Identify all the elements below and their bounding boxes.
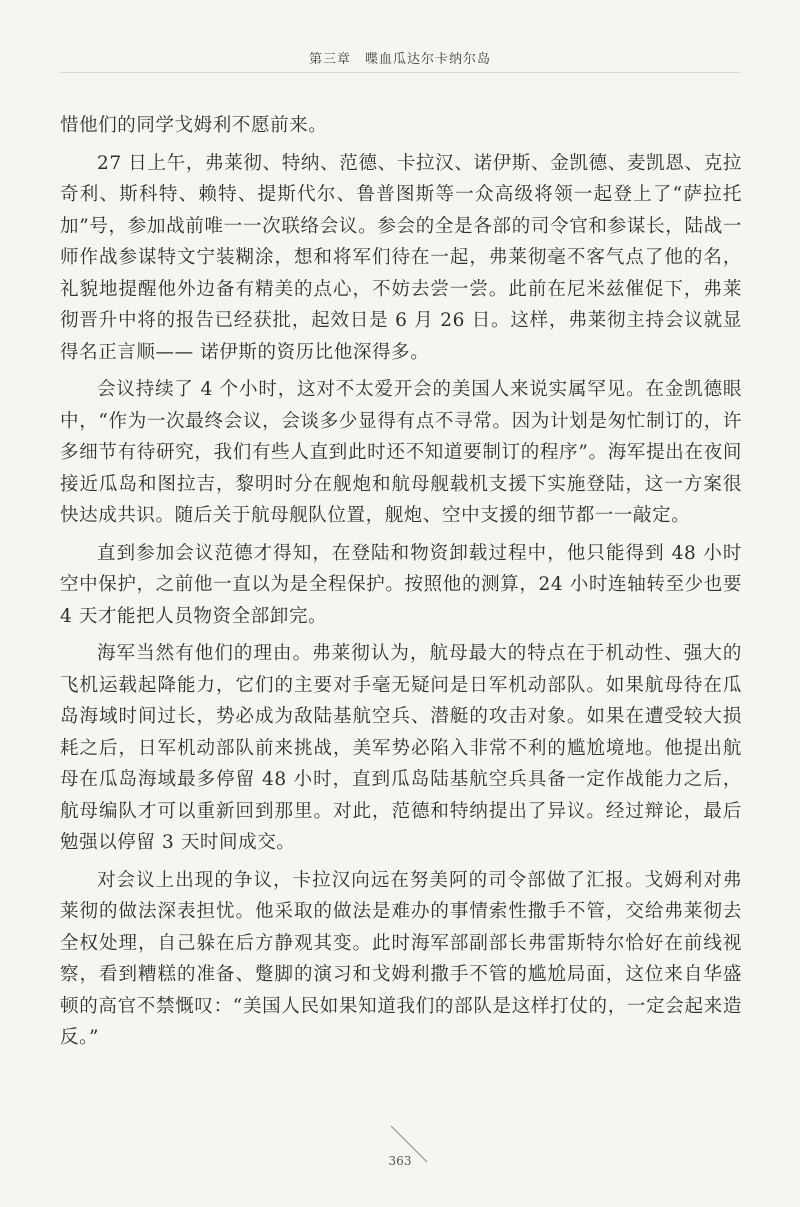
page-number: 363 [388,1154,412,1168]
paragraph: 27 日上午，弗莱彻、特纳、范德、卡拉汉、诺伊斯、金凯德、麦凯恩、克拉奇利、斯科特、赖特、提斯代尔、鲁普图斯等一众高级将领一起登上了“萨拉托加”号，参加战前唯一一次联络会议。参会的全是各部的司令官和参谋长，陆战一师作战参谋特文宁装糊涂，想和将军们待在一起，弗莱彻毫不客气点了他的名，礼貌地提醒他外边备有精美的点心，不妨去尝一尝。此前在尼米兹催促下，弗莱彻晋升中将的报告已经获批，起效日是 6 月 26 日。这样，弗莱彻主持会议就显得名正言顺—— 诺伊斯的资历比他深得多。 [60,152,742,363]
paragraph-continued: 惜他们的同学戈姆利不愿前来。 [60,115,328,136]
body-text [60,110,742,1054]
running-header: 第三章 喋血瓜达尔卡纳尔岛 [308,52,491,67]
header-divider [60,72,740,73]
paragraph: 会议持续了 4 个小时，这对不太爱开会的美国人来说实属罕见。在金凯德眼中，“作为一次最终会议，会谈多少显得有点不寻常。因为计划是匆忙制订的，许多细节有待研究，我们有些人直到此时还不知道要制订的程序”。海军提出在夜间接近瓜岛和图拉吉，黎明时分在舰炮和航母舰载机支援下实施登陆，这一方案很快达成共识。随后关于航母舰队位置，舰炮、空中支援的细节都一一敲定。 [60,379,742,526]
paragraph: 海军当然有他们的理由。弗莱彻认为，航母最大的特点在于机动性、强大的飞机运载起降能力，它们的主要对手毫无疑问是日军机动部队。如果航母待在瓜岛海域时间过长，势必成为敌陆基航空兵、潜艇的攻击对象。如果在遭受较大损耗之后，日军机动部队前来挑战，美军势必陷入非常不利的尴尬境地。他提出航母在瓜岛海域最多停留 48 小时，直到瓜岛陆基航空兵具备一定作战能力之后，航母编队才可以重新回到那里。对此，范德和特纳提出了异议。经过辩论，最后勉强以停留 3 天时间成交。 [60,643,742,853]
paragraph: 直到参加会议范德才得知，在登陆和物资卸载过程中，他只能得到 48 小时空中保护，之前他一直以为是全程保护。按照他的测算，24 小时连轴转至少也要 4 天才能把人员物资全部卸完。 [60,542,742,627]
paragraph: 对会议上出现的争议，卡拉汉向远在努美阿的司令部做了汇报。戈姆利对弗莱彻的做法深表担忧。他采取的做法是难办的事情索性撒手不管，交给弗莱彻去全权处理，自己躲在后方静观其变。此时海军部副部长弗雷斯特尔恰好在前线视察，看到糟糕的准备、蹩脚的演习和戈姆利撒手不管的尴尬局面，这位来自华盛顿的高官不禁慨叹：“美国人民如果知道我们的部队是这样打仗的，一定会起来造反。” [60,869,742,1048]
